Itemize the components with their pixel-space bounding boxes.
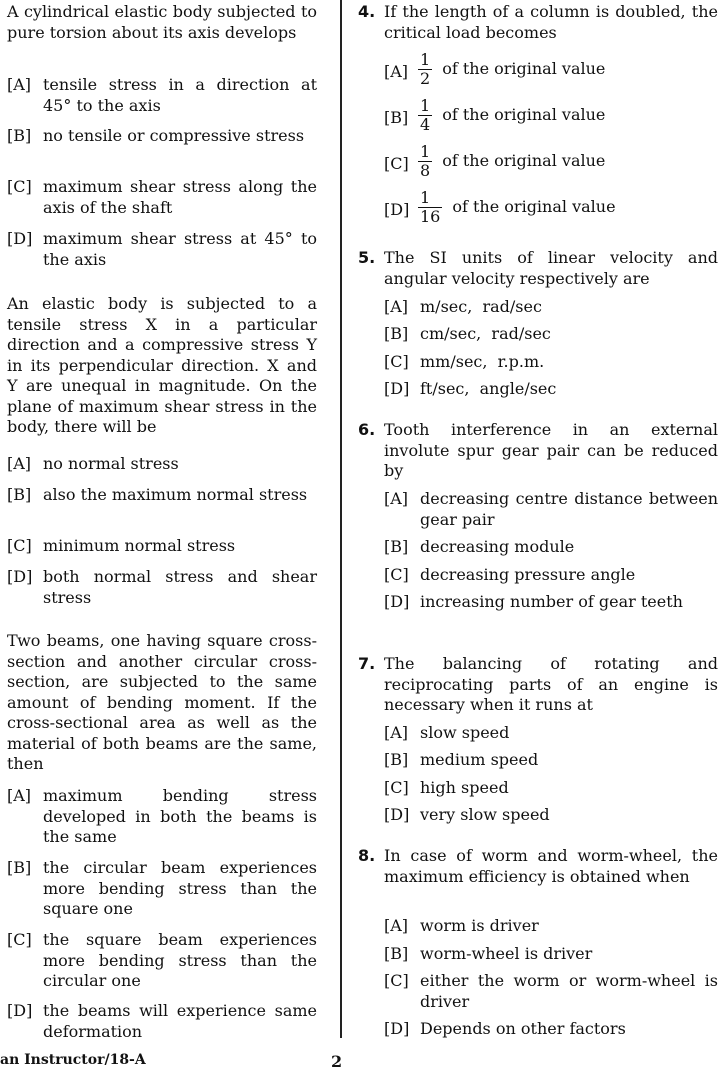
option-b[interactable] [384, 537, 718, 558]
option-text: high speed [420, 778, 509, 797]
option-label: [A] [7, 75, 32, 94]
option-text: maximum shear stress along the axis of the shaft [43, 177, 317, 217]
option-label: [C] [384, 971, 409, 990]
question-number: 5. [358, 248, 376, 267]
option-text: worm is driver [420, 916, 539, 935]
option-label: [C] [7, 536, 32, 555]
fraction-numerator: 1 [420, 50, 431, 69]
option-text: tensile stress in a direction at 45° to the axis [43, 75, 317, 115]
option-label: [B] [7, 485, 32, 504]
option-text: maximum shear stress at 45° to the axis [43, 229, 317, 269]
option-label: [C] [7, 177, 32, 196]
option-b[interactable] [7, 858, 317, 920]
option-a[interactable] [7, 454, 317, 475]
option-label: [D] [7, 567, 33, 586]
option-label: [A] [384, 297, 409, 316]
column-divider [340, 0, 342, 1038]
option-c[interactable] [384, 352, 718, 373]
question-text: The balancing of rotating and reciprocating parts of an engine is necessary when it runs at [384, 654, 718, 714]
option-c[interactable] [7, 536, 317, 557]
question-7 [358, 654, 718, 716]
option-text: no normal stress [43, 454, 179, 473]
option-text: both normal stress and shear stress [43, 567, 317, 607]
fraction-numerator: 1 [418, 189, 442, 208]
option-a[interactable] [384, 723, 718, 744]
option-text: decreasing pressure angle [420, 565, 636, 584]
option-label: [D] [384, 592, 410, 611]
option-label: [D] [7, 229, 33, 248]
fraction [418, 97, 432, 134]
option-b[interactable] [384, 324, 718, 345]
fraction-numerator: 1 [420, 96, 431, 115]
fraction [418, 189, 442, 226]
option-d[interactable] [384, 1019, 718, 1040]
option-label: [A] [7, 786, 32, 805]
question-8 [358, 846, 718, 887]
option-d[interactable] [384, 379, 718, 400]
question-number: 7. [358, 654, 376, 673]
option-label: [B] [7, 858, 32, 877]
fraction [418, 143, 432, 180]
option-a[interactable] [384, 916, 718, 937]
option-b[interactable] [384, 750, 718, 771]
question-2 [7, 294, 317, 438]
option-b[interactable] [7, 126, 317, 147]
option-label: [D] [384, 1019, 410, 1038]
question-text: Two beams, one having square cross-section and another circular cross-section, are subjected to the same amount of bending moment. If the cross-sectional area as well as the material of both beams are the same, then [7, 631, 317, 773]
question-text: In case of worm and worm-wheel, the maximum efficiency is obtained when [384, 846, 718, 886]
question-text: A cylindrical elastic body subjected to pure torsion about its axis develops [7, 2, 317, 42]
option-label: [D] [7, 1001, 33, 1020]
option-text: decreasing module [420, 537, 575, 556]
fraction [418, 51, 432, 88]
option-label: [A] [384, 489, 409, 508]
option-label: [C] [384, 352, 409, 371]
option-text: either the worm or worm-wheel is driver [420, 971, 718, 1011]
fraction-numerator: 1 [420, 142, 431, 161]
option-label: [A] [7, 454, 32, 473]
option-label: [B] [384, 324, 409, 343]
option-b[interactable] [384, 944, 718, 965]
option-label: [A] [384, 723, 409, 742]
fraction-denominator: 4 [420, 115, 431, 134]
option-b[interactable] [7, 485, 317, 506]
option-text: m/sec, rad/sec [420, 297, 542, 316]
footer-code: an Instructor/18-A [0, 1052, 146, 1068]
option-text: no tensile or compressive stress [43, 126, 305, 145]
option-text: also the maximum normal stress [43, 485, 308, 504]
question-5 [358, 248, 718, 289]
option-a[interactable] [7, 75, 317, 116]
option-text: of the original value [442, 105, 606, 124]
question-number: 4. [358, 2, 376, 21]
question-text: An elastic body is subjected to a tensile stress X in a particular direction and a compressive stress Y in its perpendicular direction. X and Y are unequal in magnitude. On the plane of maximum shear stress in the body, there will be [7, 294, 317, 436]
option-d[interactable] [7, 1001, 317, 1042]
question-text: The SI units of linear velocity and angular velocity respectively are [384, 248, 718, 288]
option-text: cm/sec, rad/sec [420, 324, 551, 343]
question-number: 6. [358, 420, 376, 439]
option-label: [C] [384, 565, 409, 584]
option-label: [B] [384, 750, 409, 769]
option-text: of the original value [442, 59, 606, 78]
option-label: [A] [384, 62, 409, 81]
option-text: decreasing centre distance between gear pair [420, 489, 718, 529]
question-1 [7, 2, 317, 43]
option-d[interactable] [7, 567, 317, 608]
option-c[interactable] [7, 930, 317, 992]
question-6 [358, 420, 718, 482]
option-text: Depends on other factors [420, 1019, 626, 1038]
question-3 [7, 631, 317, 775]
option-c[interactable] [384, 143, 718, 180]
option-d[interactable] [7, 229, 317, 270]
question-text: If the length of a column is doubled, the critical load becomes [384, 2, 718, 42]
option-label: [B] [7, 126, 32, 145]
question-text: Tooth interference in an external involute spur gear pair can be reduced by [384, 420, 718, 480]
option-text: minimum normal stress [43, 536, 236, 555]
option-text: the square beam experiences more bending stress than the circular one [43, 930, 317, 990]
option-d[interactable] [384, 805, 718, 826]
option-c[interactable] [384, 565, 718, 586]
option-text: medium speed [420, 750, 539, 769]
option-a[interactable] [384, 297, 718, 318]
option-b[interactable] [384, 97, 718, 134]
question-number: 8. [358, 846, 376, 865]
option-text: very slow speed [420, 805, 550, 824]
option-text: worm-wheel is driver [420, 944, 593, 963]
option-text: of the original value [452, 197, 616, 216]
option-text: mm/sec, r.p.m. [420, 352, 545, 371]
page-number: 2 [331, 1052, 343, 1071]
option-label: [C] [384, 778, 409, 797]
option-c[interactable] [384, 971, 718, 1012]
option-label: [B] [384, 537, 409, 556]
option-text: of the original value [442, 151, 606, 170]
option-text: ft/sec, angle/sec [420, 379, 557, 398]
question-4 [358, 2, 718, 43]
option-label: [D] [384, 200, 410, 219]
option-text: maximum bending stress developed in both the beams is the same [43, 786, 317, 846]
option-text: the beams will experience same deformation [43, 1001, 317, 1041]
option-label: [C] [384, 154, 409, 173]
fraction-denominator: 2 [420, 69, 431, 88]
option-text: increasing number of gear teeth [420, 592, 683, 611]
option-text: slow speed [420, 723, 510, 742]
option-a[interactable] [7, 786, 317, 848]
option-c[interactable] [384, 778, 718, 799]
option-a[interactable] [384, 489, 718, 530]
option-label: [C] [7, 930, 32, 949]
fraction-denominator: 8 [420, 161, 431, 180]
option-d[interactable] [384, 189, 718, 226]
option-label: [D] [384, 805, 410, 824]
option-label: [B] [384, 108, 409, 127]
option-label: [B] [384, 944, 409, 963]
option-d[interactable] [384, 592, 718, 613]
option-a[interactable] [384, 51, 718, 88]
option-c[interactable] [7, 177, 317, 218]
option-text: the circular beam experiences more bending stress than the square one [43, 858, 317, 918]
fraction-denominator: 16 [420, 207, 441, 226]
option-label: [A] [384, 916, 409, 935]
option-label: [D] [384, 379, 410, 398]
